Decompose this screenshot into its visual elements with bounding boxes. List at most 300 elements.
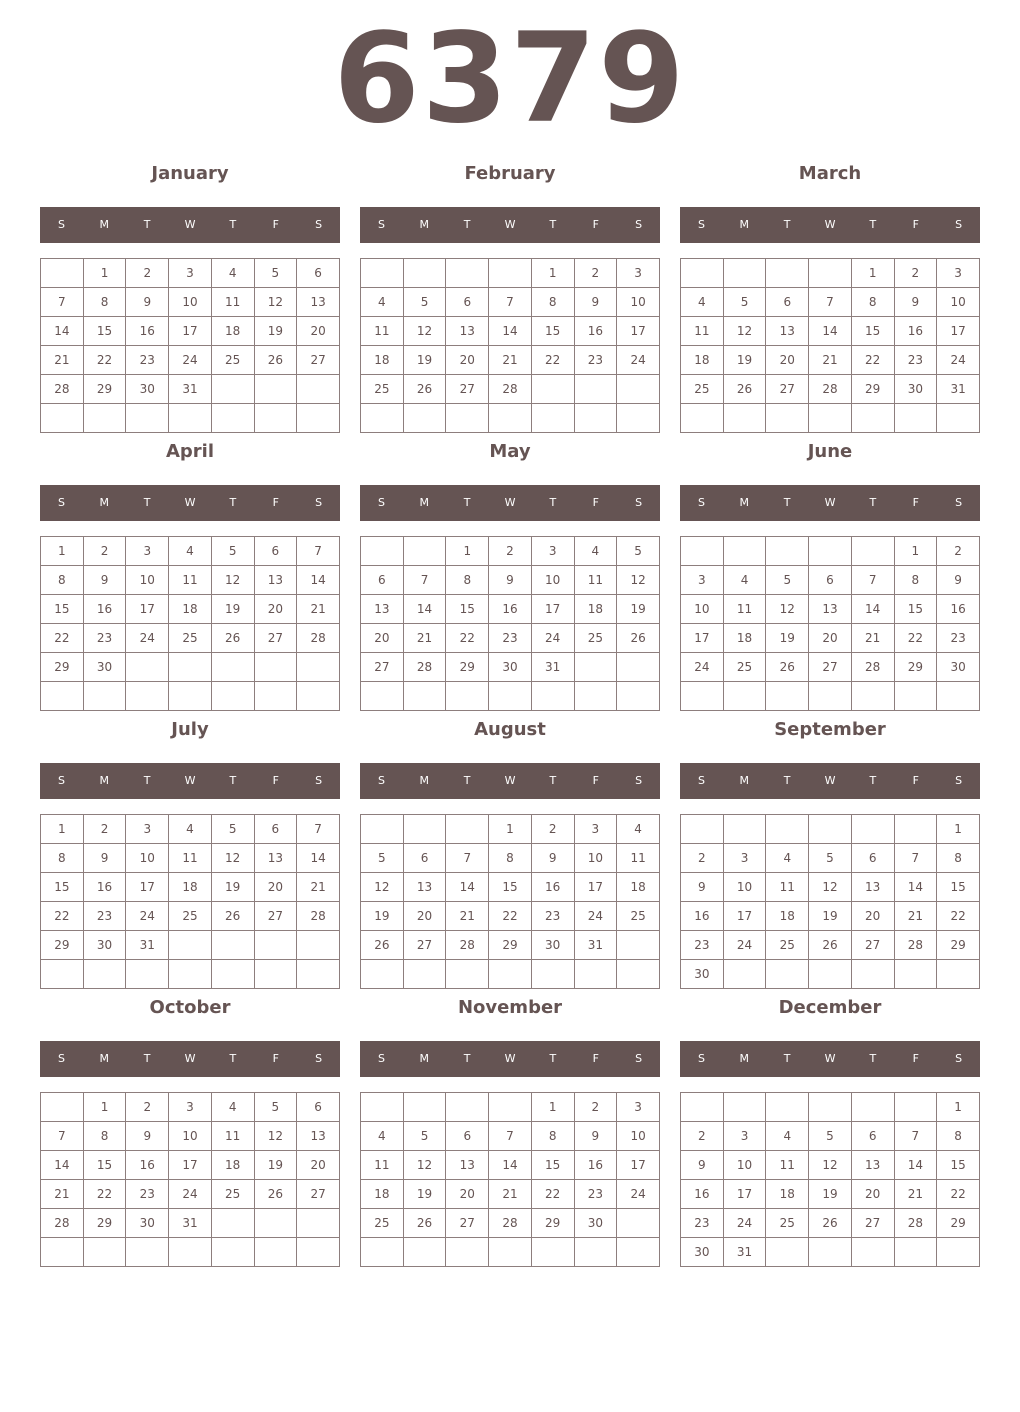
weekday-label: F bbox=[912, 496, 919, 509]
day-cell: 6 bbox=[809, 566, 852, 595]
day-cell: 16 bbox=[489, 595, 532, 624]
day-cell: 3 bbox=[531, 537, 574, 566]
day-cell: 27 bbox=[297, 346, 340, 375]
weekday-label: S bbox=[57, 496, 65, 509]
day-cell: 15 bbox=[531, 317, 574, 346]
empty-day-cell bbox=[809, 404, 852, 433]
empty-day-cell bbox=[297, 1238, 340, 1267]
empty-day-cell bbox=[851, 537, 894, 566]
weekday-label: W bbox=[824, 1052, 836, 1065]
empty-day-cell bbox=[851, 404, 894, 433]
week-row bbox=[41, 873, 340, 902]
day-cell: 18 bbox=[361, 346, 404, 375]
day-cell: 14 bbox=[403, 595, 446, 624]
day-cell: 12 bbox=[361, 873, 404, 902]
day-cell: 9 bbox=[83, 844, 126, 873]
day-cell: 6 bbox=[254, 815, 297, 844]
weekday-label: T bbox=[783, 496, 791, 509]
day-cell: 6 bbox=[446, 1122, 489, 1151]
day-cell: 7 bbox=[851, 566, 894, 595]
day-cell: 16 bbox=[937, 595, 980, 624]
day-cell: 1 bbox=[937, 1093, 980, 1122]
empty-day-cell bbox=[617, 960, 660, 989]
weekday-header bbox=[40, 763, 340, 799]
week-row bbox=[681, 844, 980, 873]
day-cell: 6 bbox=[766, 288, 809, 317]
day-cell: 29 bbox=[489, 931, 532, 960]
weekday-label: S bbox=[57, 218, 65, 231]
week-row bbox=[681, 1151, 980, 1180]
day-cell: 26 bbox=[254, 1180, 297, 1209]
day-cell: 11 bbox=[766, 1151, 809, 1180]
weekday-label: F bbox=[912, 218, 919, 231]
day-cell: 24 bbox=[681, 653, 724, 682]
day-cell: 23 bbox=[574, 1180, 617, 1209]
day-cell: 23 bbox=[681, 931, 724, 960]
day-cell: 14 bbox=[894, 873, 937, 902]
week-row bbox=[361, 259, 660, 288]
empty-day-cell bbox=[894, 682, 937, 711]
weekday-label: T bbox=[869, 774, 877, 787]
week-row bbox=[361, 1151, 660, 1180]
empty-day-cell bbox=[531, 960, 574, 989]
day-cell: 14 bbox=[446, 873, 489, 902]
week-row bbox=[41, 844, 340, 873]
empty-day-cell bbox=[574, 653, 617, 682]
day-cell: 1 bbox=[41, 815, 84, 844]
empty-day-cell bbox=[83, 960, 126, 989]
empty-day-cell bbox=[446, 1238, 489, 1267]
week-row bbox=[681, 375, 980, 404]
weekday-label: T bbox=[143, 774, 151, 787]
day-cell: 27 bbox=[254, 624, 297, 653]
day-cell: 27 bbox=[851, 931, 894, 960]
day-cell: 12 bbox=[809, 1151, 852, 1180]
day-cell: 19 bbox=[617, 595, 660, 624]
weekday-label: M bbox=[419, 774, 430, 787]
day-cell: 26 bbox=[211, 624, 254, 653]
weekday-label: T bbox=[229, 1052, 237, 1065]
day-cell: 28 bbox=[41, 1209, 84, 1238]
day-cell: 10 bbox=[531, 566, 574, 595]
day-cell: 27 bbox=[766, 375, 809, 404]
day-cell: 16 bbox=[894, 317, 937, 346]
day-cell: 31 bbox=[169, 375, 212, 404]
weekday-header bbox=[360, 1041, 660, 1077]
weekday-label: S bbox=[955, 496, 963, 509]
day-cell: 8 bbox=[894, 566, 937, 595]
month-name: January bbox=[151, 163, 229, 184]
month-name: October bbox=[149, 997, 231, 1018]
empty-day-cell bbox=[766, 1093, 809, 1122]
day-cell: 14 bbox=[894, 1151, 937, 1180]
weekday-label: S bbox=[635, 774, 643, 787]
day-cell: 4 bbox=[211, 259, 254, 288]
day-cell: 3 bbox=[617, 1093, 660, 1122]
empty-day-cell bbox=[766, 404, 809, 433]
week-row bbox=[681, 259, 980, 288]
empty-day-cell bbox=[361, 537, 404, 566]
day-cell: 2 bbox=[894, 259, 937, 288]
day-cell: 25 bbox=[723, 653, 766, 682]
day-cell: 26 bbox=[766, 653, 809, 682]
day-cell: 15 bbox=[894, 595, 937, 624]
day-cell: 8 bbox=[937, 1122, 980, 1151]
day-cell: 5 bbox=[361, 844, 404, 873]
day-cell: 23 bbox=[83, 902, 126, 931]
weekday-label: F bbox=[272, 218, 279, 231]
day-cell: 11 bbox=[681, 317, 724, 346]
day-cell: 11 bbox=[766, 873, 809, 902]
day-grid bbox=[360, 814, 660, 989]
day-cell: 5 bbox=[254, 259, 297, 288]
day-cell: 25 bbox=[169, 902, 212, 931]
day-cell: 10 bbox=[126, 566, 169, 595]
day-cell: 18 bbox=[211, 1151, 254, 1180]
day-cell: 2 bbox=[83, 815, 126, 844]
empty-day-cell bbox=[403, 815, 446, 844]
day-cell: 3 bbox=[169, 1093, 212, 1122]
weekday-label: W bbox=[824, 774, 836, 787]
empty-day-cell bbox=[297, 682, 340, 711]
empty-day-cell bbox=[851, 682, 894, 711]
day-cell: 2 bbox=[574, 259, 617, 288]
day-cell: 14 bbox=[809, 317, 852, 346]
day-cell: 25 bbox=[361, 1209, 404, 1238]
day-cell: 8 bbox=[446, 566, 489, 595]
day-cell: 24 bbox=[126, 624, 169, 653]
day-cell: 22 bbox=[851, 346, 894, 375]
weekday-label: F bbox=[592, 218, 599, 231]
day-cell: 13 bbox=[766, 317, 809, 346]
day-cell: 3 bbox=[617, 259, 660, 288]
week-row bbox=[681, 595, 980, 624]
week-row bbox=[681, 1238, 980, 1267]
weekday-label: S bbox=[635, 496, 643, 509]
empty-day-cell bbox=[617, 375, 660, 404]
day-cell: 18 bbox=[766, 1180, 809, 1209]
day-cell: 28 bbox=[403, 653, 446, 682]
day-cell: 13 bbox=[297, 1122, 340, 1151]
day-cell: 1 bbox=[83, 1093, 126, 1122]
day-cell: 17 bbox=[681, 624, 724, 653]
weekday-label: S bbox=[57, 774, 65, 787]
empty-day-cell bbox=[681, 815, 724, 844]
day-cell: 16 bbox=[681, 1180, 724, 1209]
month-name: May bbox=[489, 441, 531, 462]
day-cell: 4 bbox=[617, 815, 660, 844]
day-cell: 4 bbox=[169, 537, 212, 566]
weekday-header bbox=[360, 485, 660, 521]
week-row bbox=[361, 317, 660, 346]
day-cell: 11 bbox=[169, 566, 212, 595]
empty-day-cell bbox=[574, 682, 617, 711]
day-cell: 16 bbox=[83, 595, 126, 624]
week-row bbox=[41, 1209, 340, 1238]
day-cell: 21 bbox=[41, 346, 84, 375]
day-cell: 27 bbox=[446, 375, 489, 404]
empty-day-cell bbox=[574, 375, 617, 404]
day-cell: 11 bbox=[723, 595, 766, 624]
empty-day-cell bbox=[41, 1238, 84, 1267]
day-cell: 13 bbox=[851, 873, 894, 902]
empty-day-cell bbox=[617, 931, 660, 960]
week-row bbox=[361, 537, 660, 566]
empty-day-cell bbox=[169, 960, 212, 989]
month-name: November bbox=[457, 997, 563, 1018]
day-cell: 18 bbox=[766, 902, 809, 931]
day-cell: 20 bbox=[254, 873, 297, 902]
week-row bbox=[361, 1180, 660, 1209]
day-cell: 23 bbox=[681, 1209, 724, 1238]
day-cell: 11 bbox=[169, 844, 212, 873]
day-cell: 25 bbox=[169, 624, 212, 653]
empty-day-cell bbox=[361, 404, 404, 433]
day-cell: 6 bbox=[254, 537, 297, 566]
day-cell: 24 bbox=[723, 1209, 766, 1238]
day-cell: 10 bbox=[169, 288, 212, 317]
empty-day-cell bbox=[361, 960, 404, 989]
day-cell: 29 bbox=[937, 1209, 980, 1238]
week-row bbox=[361, 815, 660, 844]
day-cell: 13 bbox=[446, 317, 489, 346]
weekday-label: M bbox=[99, 496, 110, 509]
day-cell: 4 bbox=[211, 1093, 254, 1122]
day-cell: 9 bbox=[681, 873, 724, 902]
day-cell: 28 bbox=[851, 653, 894, 682]
empty-day-cell bbox=[254, 1238, 297, 1267]
day-cell: 9 bbox=[126, 1122, 169, 1151]
day-cell: 31 bbox=[169, 1209, 212, 1238]
day-cell: 18 bbox=[361, 1180, 404, 1209]
weekday-label: T bbox=[143, 496, 151, 509]
empty-day-cell bbox=[681, 1093, 724, 1122]
day-cell: 4 bbox=[681, 288, 724, 317]
empty-day-cell bbox=[297, 960, 340, 989]
day-cell: 31 bbox=[723, 1238, 766, 1267]
empty-day-cell bbox=[681, 682, 724, 711]
empty-day-cell bbox=[169, 931, 212, 960]
empty-day-cell bbox=[937, 682, 980, 711]
week-row bbox=[361, 404, 660, 433]
weekday-label: M bbox=[99, 218, 110, 231]
day-cell: 9 bbox=[937, 566, 980, 595]
day-cell: 24 bbox=[169, 1180, 212, 1209]
weekday-label: S bbox=[955, 218, 963, 231]
empty-day-cell bbox=[723, 682, 766, 711]
day-cell: 15 bbox=[41, 873, 84, 902]
empty-day-cell bbox=[809, 960, 852, 989]
weekday-header bbox=[40, 1041, 340, 1077]
week-row bbox=[361, 595, 660, 624]
empty-day-cell bbox=[361, 259, 404, 288]
day-cell: 3 bbox=[126, 537, 169, 566]
weekday-label: T bbox=[229, 218, 237, 231]
weekday-label: W bbox=[504, 218, 516, 231]
empty-day-cell bbox=[809, 682, 852, 711]
empty-day-cell bbox=[851, 1093, 894, 1122]
day-cell: 20 bbox=[297, 1151, 340, 1180]
weekday-label: S bbox=[377, 218, 385, 231]
day-cell: 17 bbox=[169, 1151, 212, 1180]
day-cell: 25 bbox=[361, 375, 404, 404]
day-cell: 16 bbox=[574, 1151, 617, 1180]
day-cell: 30 bbox=[83, 653, 126, 682]
week-row bbox=[361, 346, 660, 375]
empty-day-cell bbox=[361, 682, 404, 711]
day-grid bbox=[680, 814, 980, 989]
day-cell: 3 bbox=[723, 844, 766, 873]
week-row bbox=[41, 566, 340, 595]
weekday-label: S bbox=[57, 1052, 65, 1065]
day-cell: 5 bbox=[723, 288, 766, 317]
weekday-label: W bbox=[184, 218, 196, 231]
weekday-label: M bbox=[99, 774, 110, 787]
empty-day-cell bbox=[894, 1093, 937, 1122]
empty-day-cell bbox=[403, 259, 446, 288]
empty-day-cell bbox=[211, 931, 254, 960]
day-cell: 20 bbox=[851, 902, 894, 931]
day-cell: 23 bbox=[894, 346, 937, 375]
month-name: July bbox=[171, 719, 209, 740]
day-cell: 2 bbox=[531, 815, 574, 844]
empty-day-cell bbox=[297, 931, 340, 960]
day-cell: 16 bbox=[83, 873, 126, 902]
day-cell: 7 bbox=[894, 844, 937, 873]
day-cell: 10 bbox=[169, 1122, 212, 1151]
day-cell: 18 bbox=[723, 624, 766, 653]
day-cell: 28 bbox=[894, 1209, 937, 1238]
day-cell: 5 bbox=[254, 1093, 297, 1122]
day-cell: 5 bbox=[809, 844, 852, 873]
day-cell: 30 bbox=[126, 375, 169, 404]
week-row bbox=[681, 624, 980, 653]
empty-day-cell bbox=[446, 815, 489, 844]
week-row bbox=[41, 1180, 340, 1209]
day-cell: 19 bbox=[211, 595, 254, 624]
day-cell: 5 bbox=[403, 1122, 446, 1151]
empty-day-cell bbox=[41, 404, 84, 433]
weekday-label: F bbox=[912, 774, 919, 787]
empty-day-cell bbox=[489, 960, 532, 989]
month-name: April bbox=[165, 441, 215, 462]
empty-day-cell bbox=[403, 960, 446, 989]
day-cell: 29 bbox=[41, 931, 84, 960]
day-cell: 3 bbox=[681, 566, 724, 595]
empty-day-cell bbox=[489, 1093, 532, 1122]
empty-day-cell bbox=[681, 259, 724, 288]
day-cell: 4 bbox=[361, 288, 404, 317]
weekday-header bbox=[680, 1041, 980, 1077]
day-cell: 30 bbox=[894, 375, 937, 404]
empty-day-cell bbox=[297, 1209, 340, 1238]
week-row bbox=[361, 1209, 660, 1238]
day-cell: 23 bbox=[126, 346, 169, 375]
day-cell: 12 bbox=[211, 566, 254, 595]
empty-day-cell bbox=[894, 404, 937, 433]
day-cell: 27 bbox=[446, 1209, 489, 1238]
day-cell: 2 bbox=[126, 1093, 169, 1122]
day-cell: 22 bbox=[41, 902, 84, 931]
day-cell: 5 bbox=[211, 537, 254, 566]
weekday-label: T bbox=[463, 774, 471, 787]
day-grid bbox=[680, 1092, 980, 1267]
empty-day-cell bbox=[446, 1093, 489, 1122]
day-cell: 19 bbox=[361, 902, 404, 931]
weekday-label: M bbox=[419, 218, 430, 231]
day-cell: 9 bbox=[126, 288, 169, 317]
week-row bbox=[41, 1238, 340, 1267]
empty-day-cell bbox=[211, 682, 254, 711]
day-cell: 7 bbox=[41, 288, 84, 317]
weekday-label: T bbox=[463, 218, 471, 231]
day-cell: 24 bbox=[169, 346, 212, 375]
day-cell: 30 bbox=[937, 653, 980, 682]
day-cell: 2 bbox=[489, 537, 532, 566]
day-cell: 13 bbox=[361, 595, 404, 624]
day-cell: 19 bbox=[254, 1151, 297, 1180]
empty-day-cell bbox=[809, 1238, 852, 1267]
weekday-header bbox=[680, 207, 980, 243]
day-cell: 7 bbox=[41, 1122, 84, 1151]
day-cell: 11 bbox=[211, 1122, 254, 1151]
day-cell: 31 bbox=[937, 375, 980, 404]
day-cell: 25 bbox=[211, 1180, 254, 1209]
day-cell: 23 bbox=[83, 624, 126, 653]
empty-day-cell bbox=[254, 960, 297, 989]
day-cell: 16 bbox=[126, 1151, 169, 1180]
weekday-label: W bbox=[504, 774, 516, 787]
week-row bbox=[361, 1122, 660, 1151]
day-cell: 18 bbox=[169, 595, 212, 624]
day-cell: 29 bbox=[531, 1209, 574, 1238]
day-cell: 26 bbox=[617, 624, 660, 653]
day-cell: 6 bbox=[297, 259, 340, 288]
day-cell: 4 bbox=[574, 537, 617, 566]
empty-day-cell bbox=[681, 537, 724, 566]
day-grid bbox=[40, 1092, 340, 1267]
day-cell: 15 bbox=[531, 1151, 574, 1180]
empty-day-cell bbox=[809, 537, 852, 566]
day-cell: 30 bbox=[83, 931, 126, 960]
day-cell: 24 bbox=[126, 902, 169, 931]
day-cell: 10 bbox=[723, 873, 766, 902]
empty-day-cell bbox=[254, 682, 297, 711]
day-cell: 12 bbox=[766, 595, 809, 624]
day-cell: 26 bbox=[723, 375, 766, 404]
day-cell: 29 bbox=[851, 375, 894, 404]
week-row bbox=[41, 931, 340, 960]
day-grid bbox=[360, 536, 660, 711]
week-row bbox=[681, 815, 980, 844]
empty-day-cell bbox=[297, 653, 340, 682]
day-cell: 17 bbox=[531, 595, 574, 624]
day-grid bbox=[360, 258, 660, 433]
day-cell: 27 bbox=[297, 1180, 340, 1209]
weekday-label: T bbox=[229, 774, 237, 787]
weekday-label: T bbox=[783, 218, 791, 231]
day-cell: 11 bbox=[617, 844, 660, 873]
empty-day-cell bbox=[851, 1238, 894, 1267]
empty-day-cell bbox=[489, 404, 532, 433]
weekday-label: W bbox=[184, 1052, 196, 1065]
day-cell: 20 bbox=[403, 902, 446, 931]
day-cell: 31 bbox=[574, 931, 617, 960]
day-cell: 13 bbox=[297, 288, 340, 317]
empty-day-cell bbox=[766, 682, 809, 711]
day-cell: 10 bbox=[574, 844, 617, 873]
day-cell: 8 bbox=[41, 566, 84, 595]
